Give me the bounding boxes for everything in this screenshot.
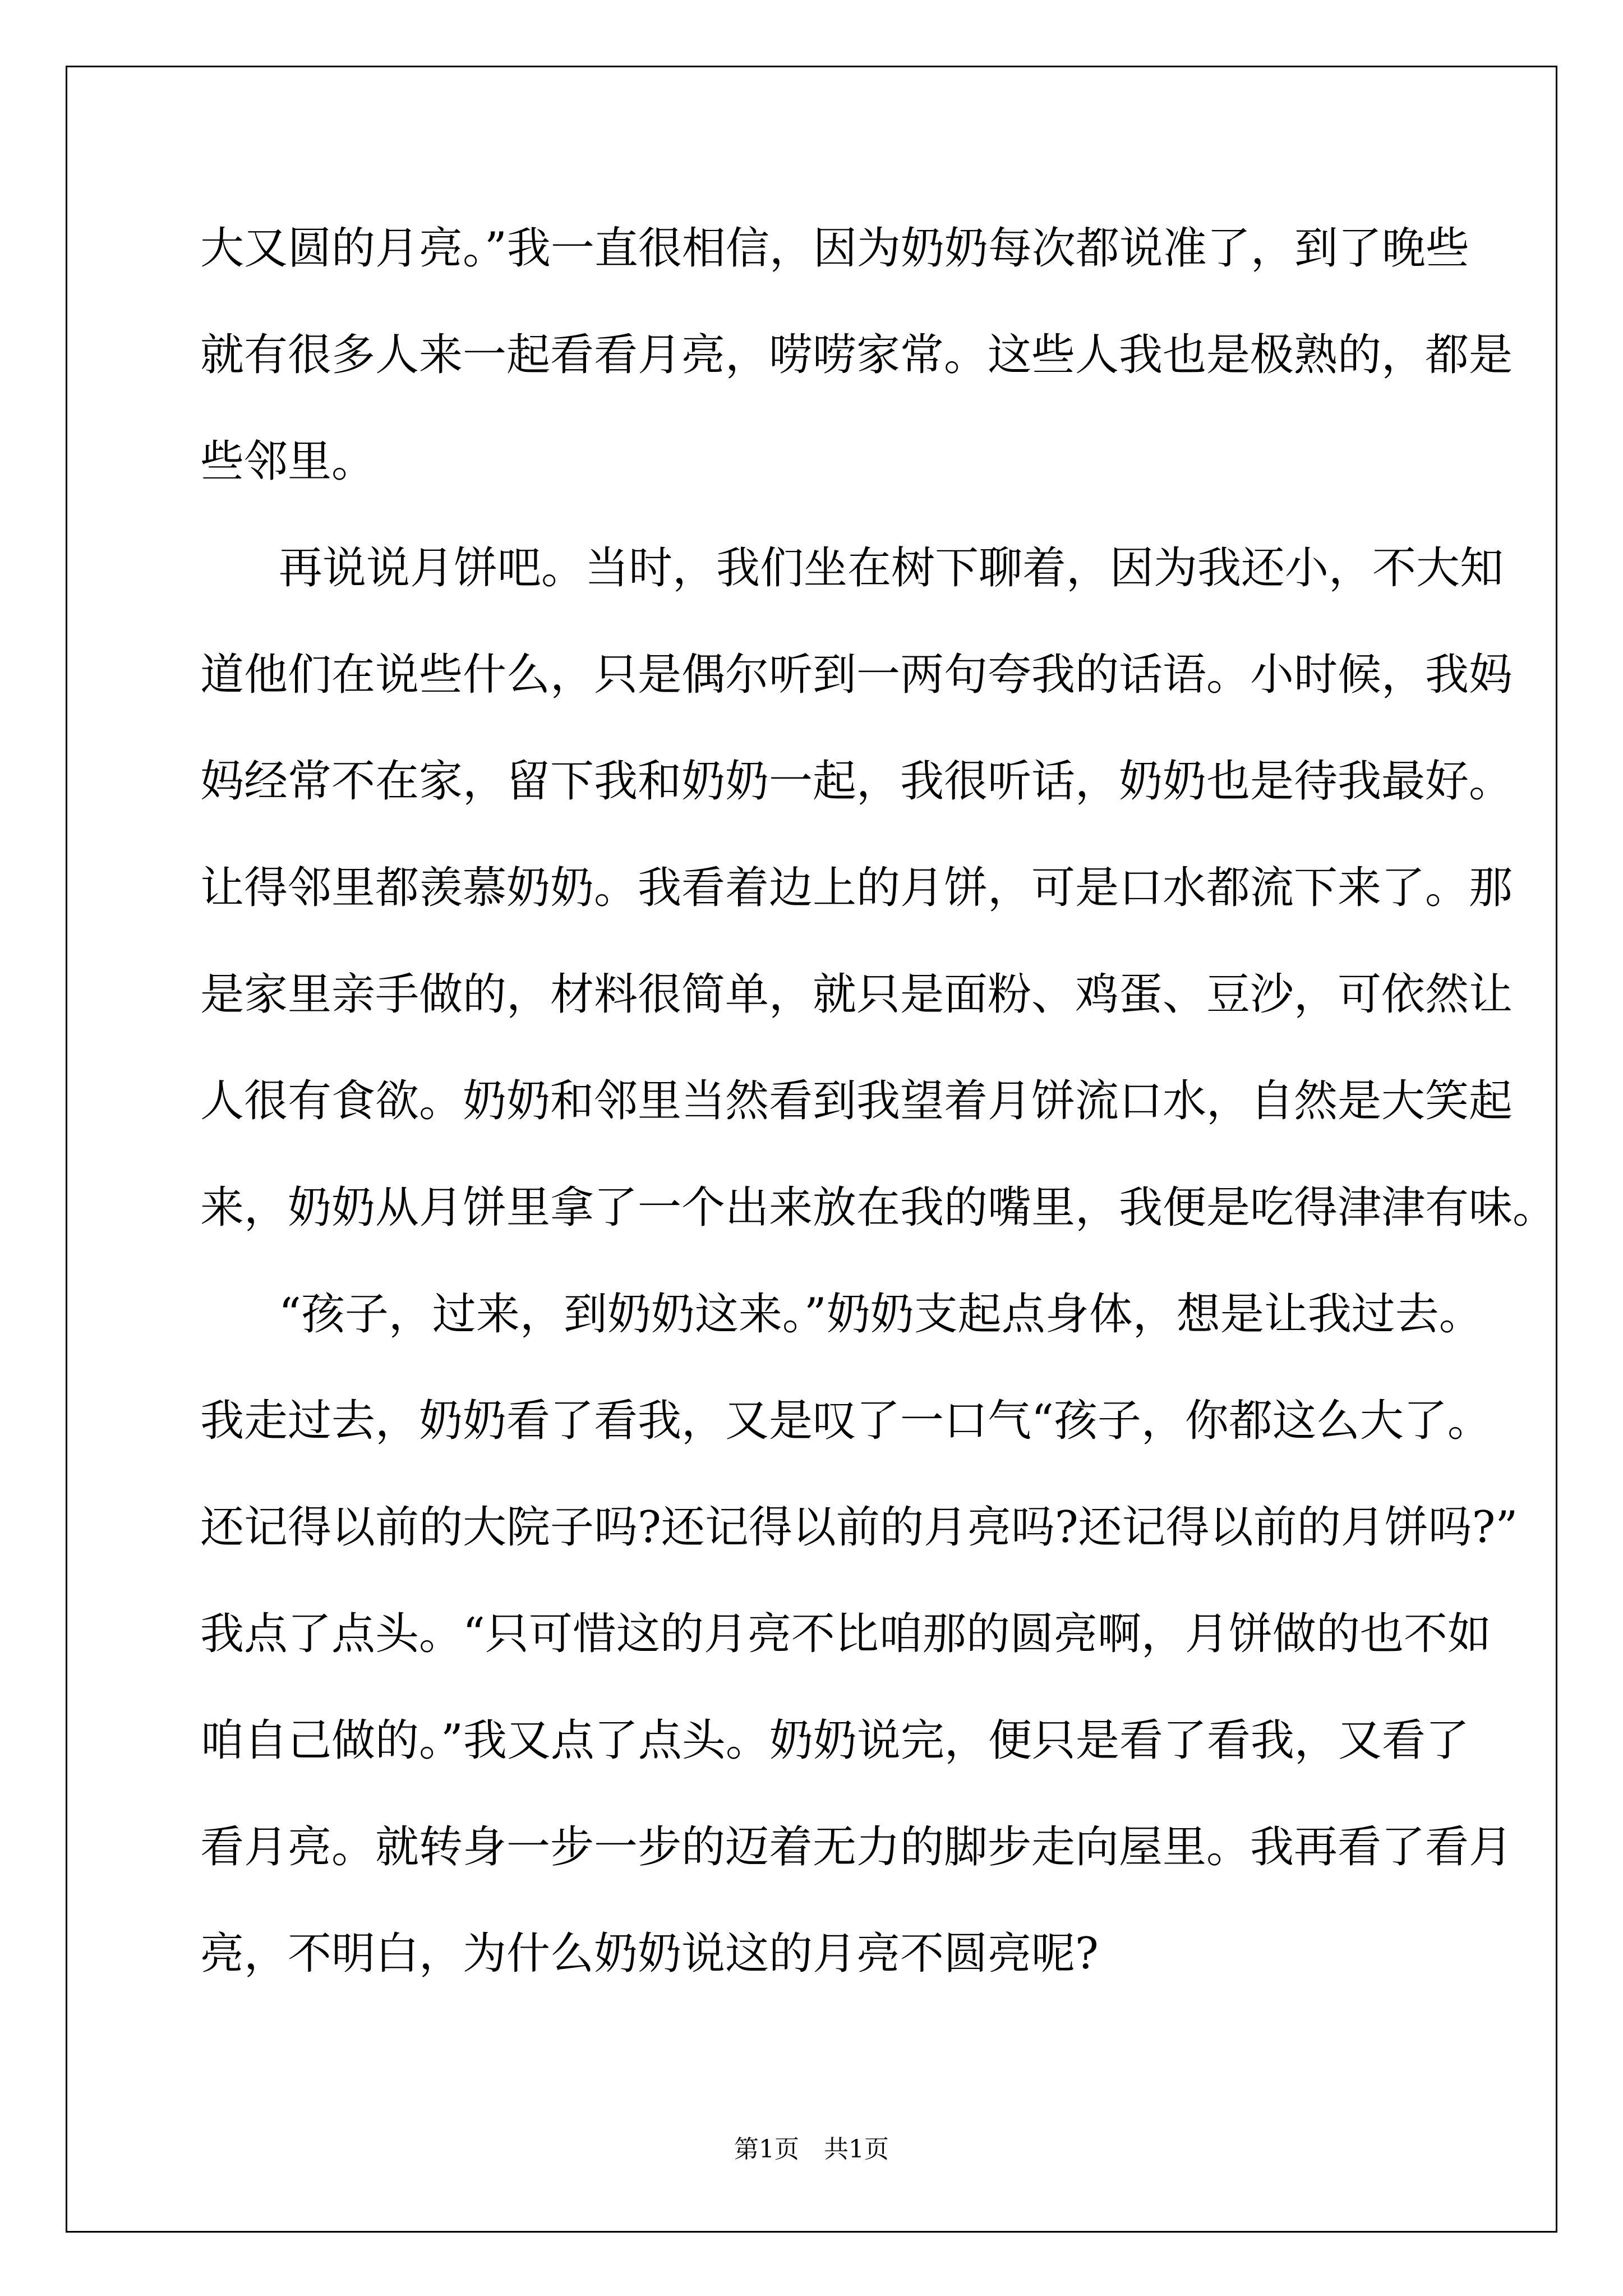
text-line: 我点了点头。“只可惜这的月亮不比咱那的圆亮啊，月饼做的也不如 [200,1609,1491,1659]
text-line: 我走过去，奶奶看了看我，又是叹了一口气“孩子，你都这么大了。 [200,1396,1491,1446]
text-line: 是家里亲手做的，材料很简单，就只是面粉、鸡蛋、豆沙，可依然让 [200,969,1513,1020]
text-line: 亮，不明白，为什么奶奶说这的月亮不圆亮呢? [200,1929,1099,1979]
text-line: 些邻里。 [200,436,376,487]
text-line: 就有很多人来一起看看月亮，唠唠家常。这些人我也是极熟的，都是 [200,330,1513,380]
text-line: 人很有食欲。奶奶和邻里当然看到我望着月饼流口水，自然是大笑起 [200,1076,1513,1126]
page-footer: 第1页 共1页 [734,2135,889,2164]
text-line: 看月亮。就转身一步一步的迈着无力的脚步走向屋里。我再看了看月 [200,1822,1513,1872]
text-line: “孩子，过来，到奶奶这来。”奶奶支起点身体，想是让我过去。 [279,1289,1483,1340]
text-line: 还记得以前的大院子吗?还记得以前的月亮吗?还记得以前的月饼吗?” [200,1502,1518,1553]
text-line: 道他们在说些什么，只是偶尔听到一两句夸我的话语。小时候，我妈 [200,650,1513,700]
text-line: 来，奶奶从月饼里拿了一个出来放在我的嘴里，我便是吃得津津有味。 [200,1182,1557,1233]
text-line: 让得邻里都羡慕奶奶。我看着边上的月饼，可是口水都流下来了。那 [200,863,1513,913]
text-line: 妈经常不在家，留下我和奶奶一起，我很听话，奶奶也是待我最好。 [200,756,1513,807]
text-line: 咱自己做的。”我又点了点头。奶奶说完，便只是看了看我，又看了 [200,1715,1469,1766]
text-line: 大又圆的月亮。”我一直很相信，因为奶奶每次都说准了，到了晚些 [200,223,1469,274]
text-line: 再说说月饼吧。当时，我们坐在树下聊着，因为我还小，不大知 [279,543,1504,593]
document-body [200,215,1557,2027]
